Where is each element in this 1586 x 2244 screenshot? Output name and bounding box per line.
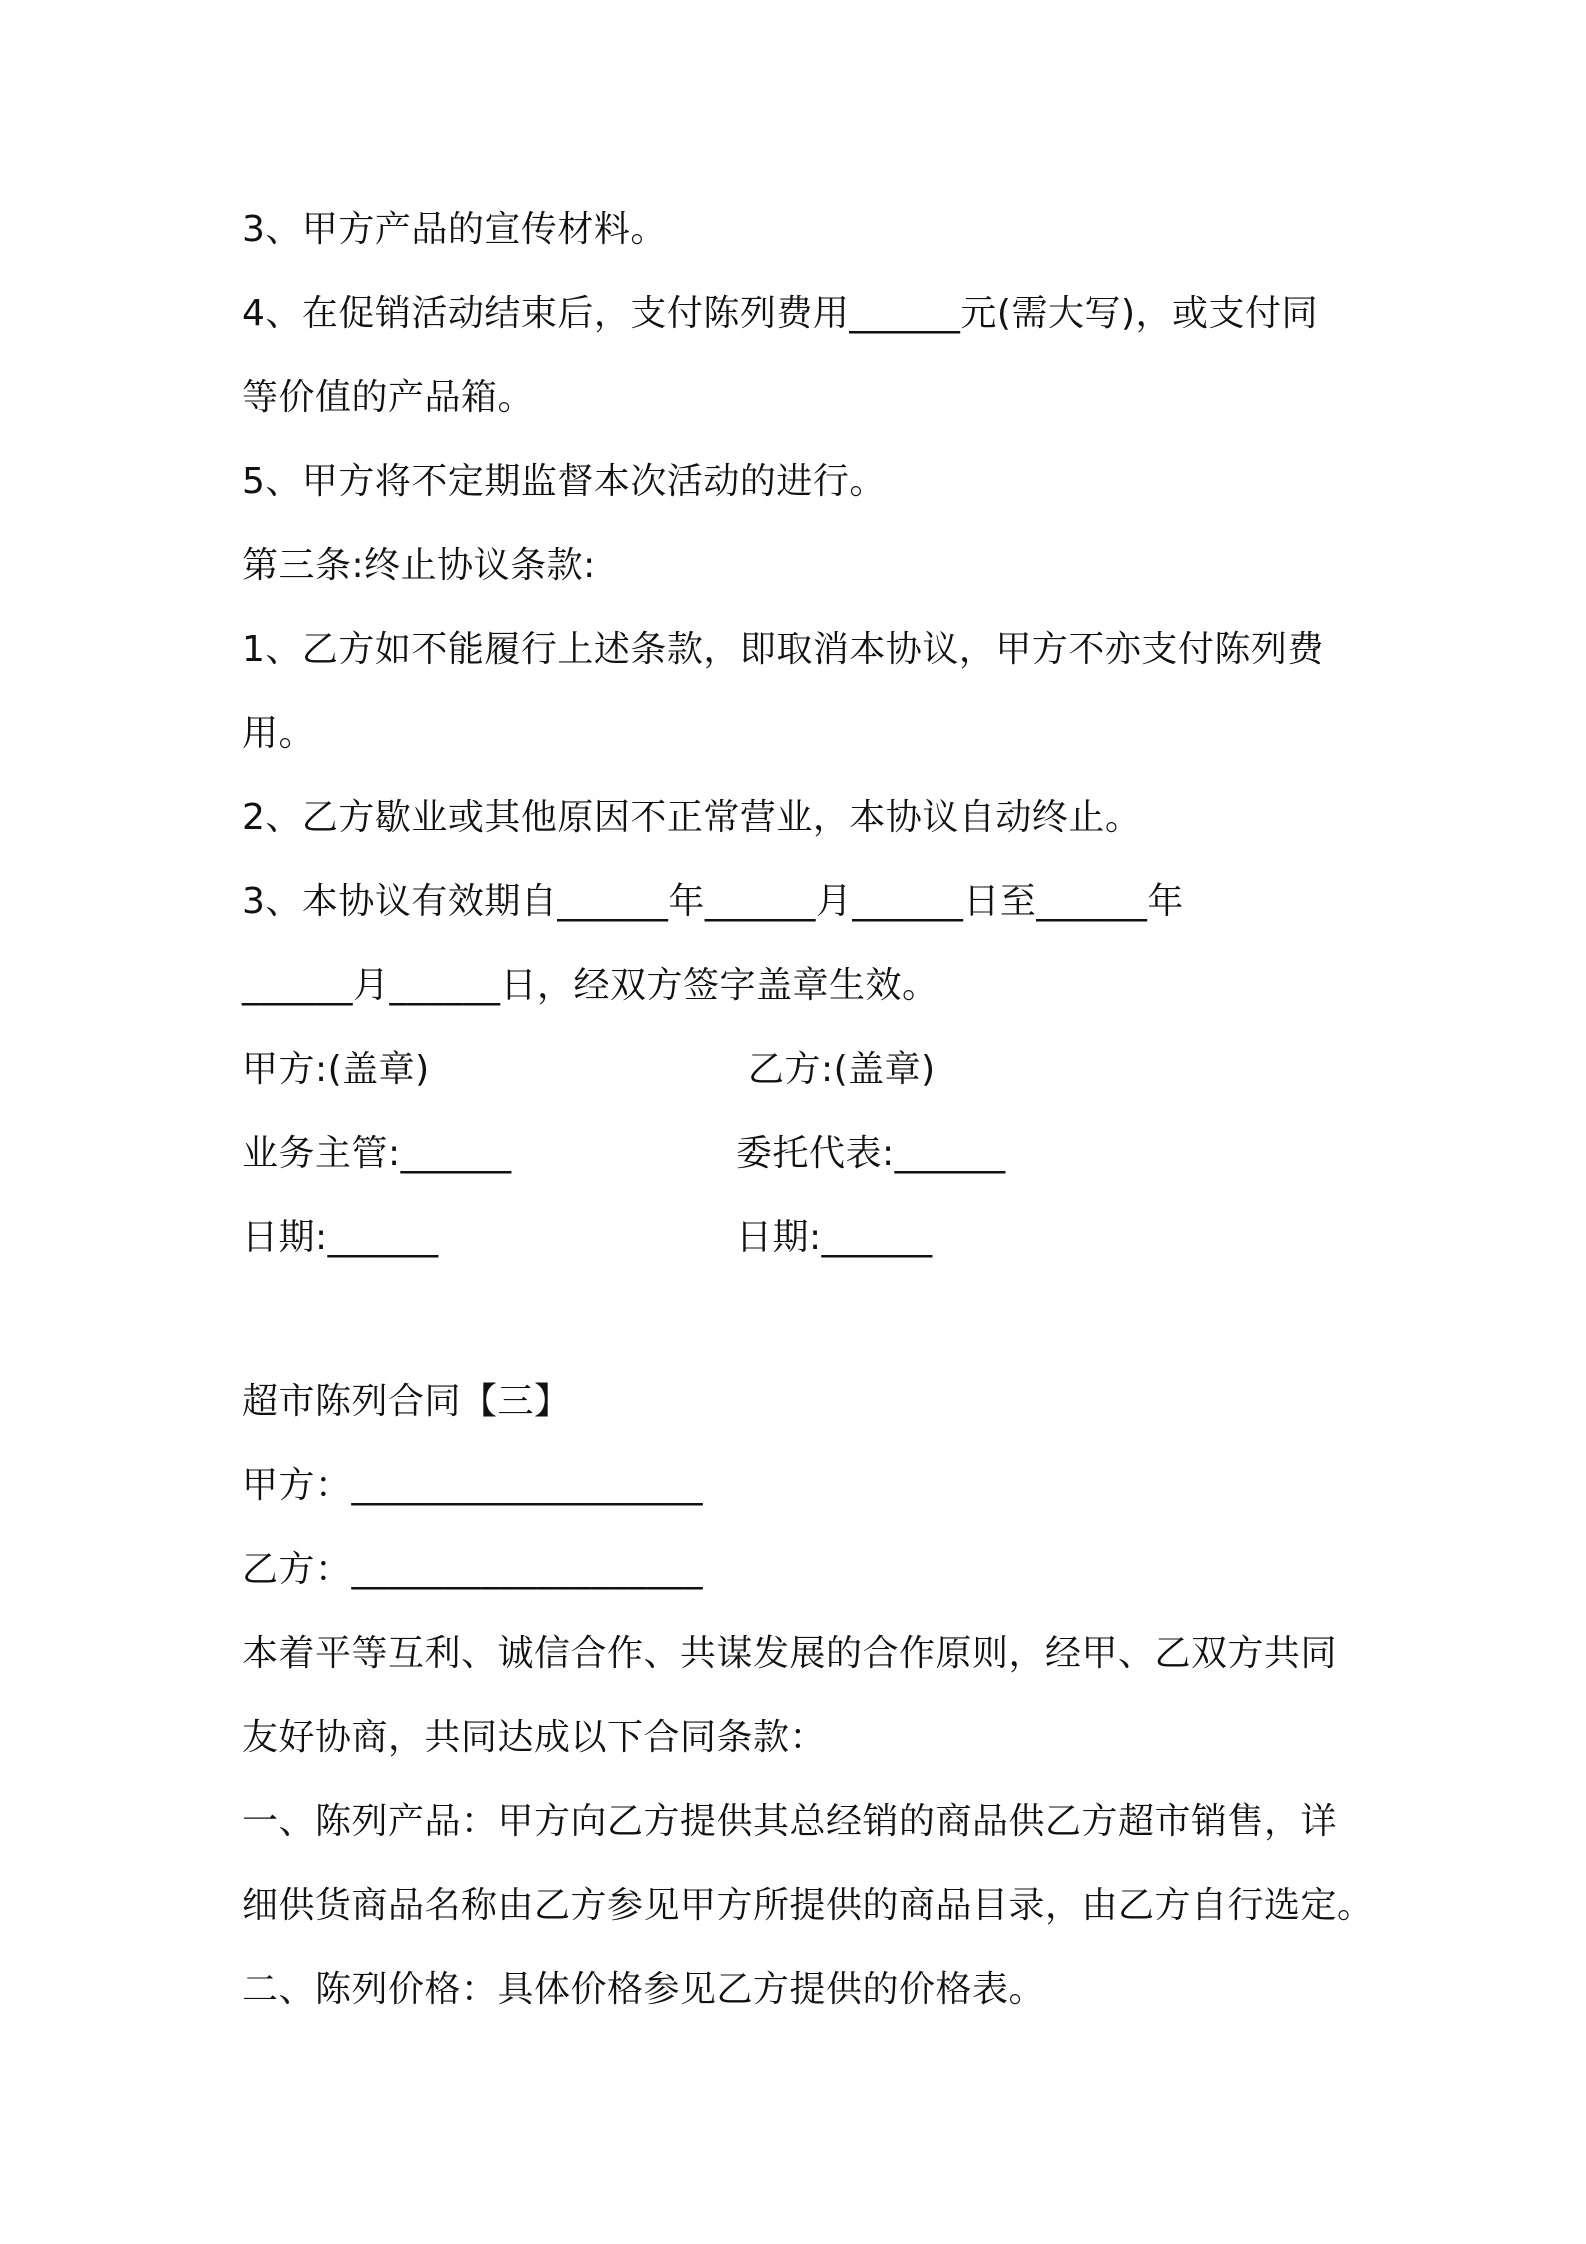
article-heading: 第三条:终止协议条款: bbox=[242, 545, 596, 586]
supervisor-field: 业务主管:______ bbox=[242, 1133, 512, 1174]
clause-line: 一、陈列产品：甲方向乙方提供其总经销的商品供乙方超市销售，详 bbox=[242, 1801, 1338, 1842]
paragraph-line: 用。 bbox=[242, 713, 316, 754]
party-a-field: 甲方：___________________ bbox=[242, 1465, 704, 1506]
paragraph-line: 3、本协议有效期自______年______月______日至______年 bbox=[242, 881, 1184, 922]
paragraph-line: 2、乙方歇业或其他原因不正常营业，本协议自动终止。 bbox=[242, 797, 1142, 838]
intro-line: 本着平等互利、诚信合作、共谋发展的合作原则，经甲、乙双方共同 bbox=[242, 1633, 1338, 1674]
paragraph-line: 4、在促销活动结束后，支付陈列费用______元(需大写)，或支付同 bbox=[242, 293, 1318, 334]
party-b-seal: 乙方:(盖章) bbox=[748, 1049, 936, 1090]
intro-line: 友好协商，共同达成以下合同条款： bbox=[242, 1717, 827, 1758]
date-field-a: 日期:______ bbox=[242, 1217, 439, 1258]
date-field-b: 日期:______ bbox=[736, 1217, 933, 1258]
paragraph-line: ______月______日，经双方签字盖章生效。 bbox=[242, 965, 939, 1006]
section-title: 超市陈列合同【三】 bbox=[242, 1381, 571, 1422]
paragraph-line: 等价值的产品箱。 bbox=[242, 377, 535, 418]
party-a-seal: 甲方:(盖章) bbox=[242, 1049, 430, 1090]
paragraph-line: 3、甲方产品的宣传材料。 bbox=[242, 209, 667, 250]
clause-line: 二、陈列价格：具体价格参见乙方提供的价格表。 bbox=[242, 1969, 1046, 2010]
representative-field: 委托代表:______ bbox=[736, 1133, 1006, 1174]
party-b-field: 乙方：___________________ bbox=[242, 1549, 704, 1590]
paragraph-line: 5、甲方将不定期监督本次活动的进行。 bbox=[242, 461, 886, 502]
paragraph-line: 1、乙方如不能履行上述条款，即取消本协议，甲方不亦支付陈列费 bbox=[242, 629, 1324, 670]
clause-line: 细供货商品名称由乙方参见甲方所提供的商品目录，由乙方自行选定。 bbox=[242, 1885, 1374, 1926]
